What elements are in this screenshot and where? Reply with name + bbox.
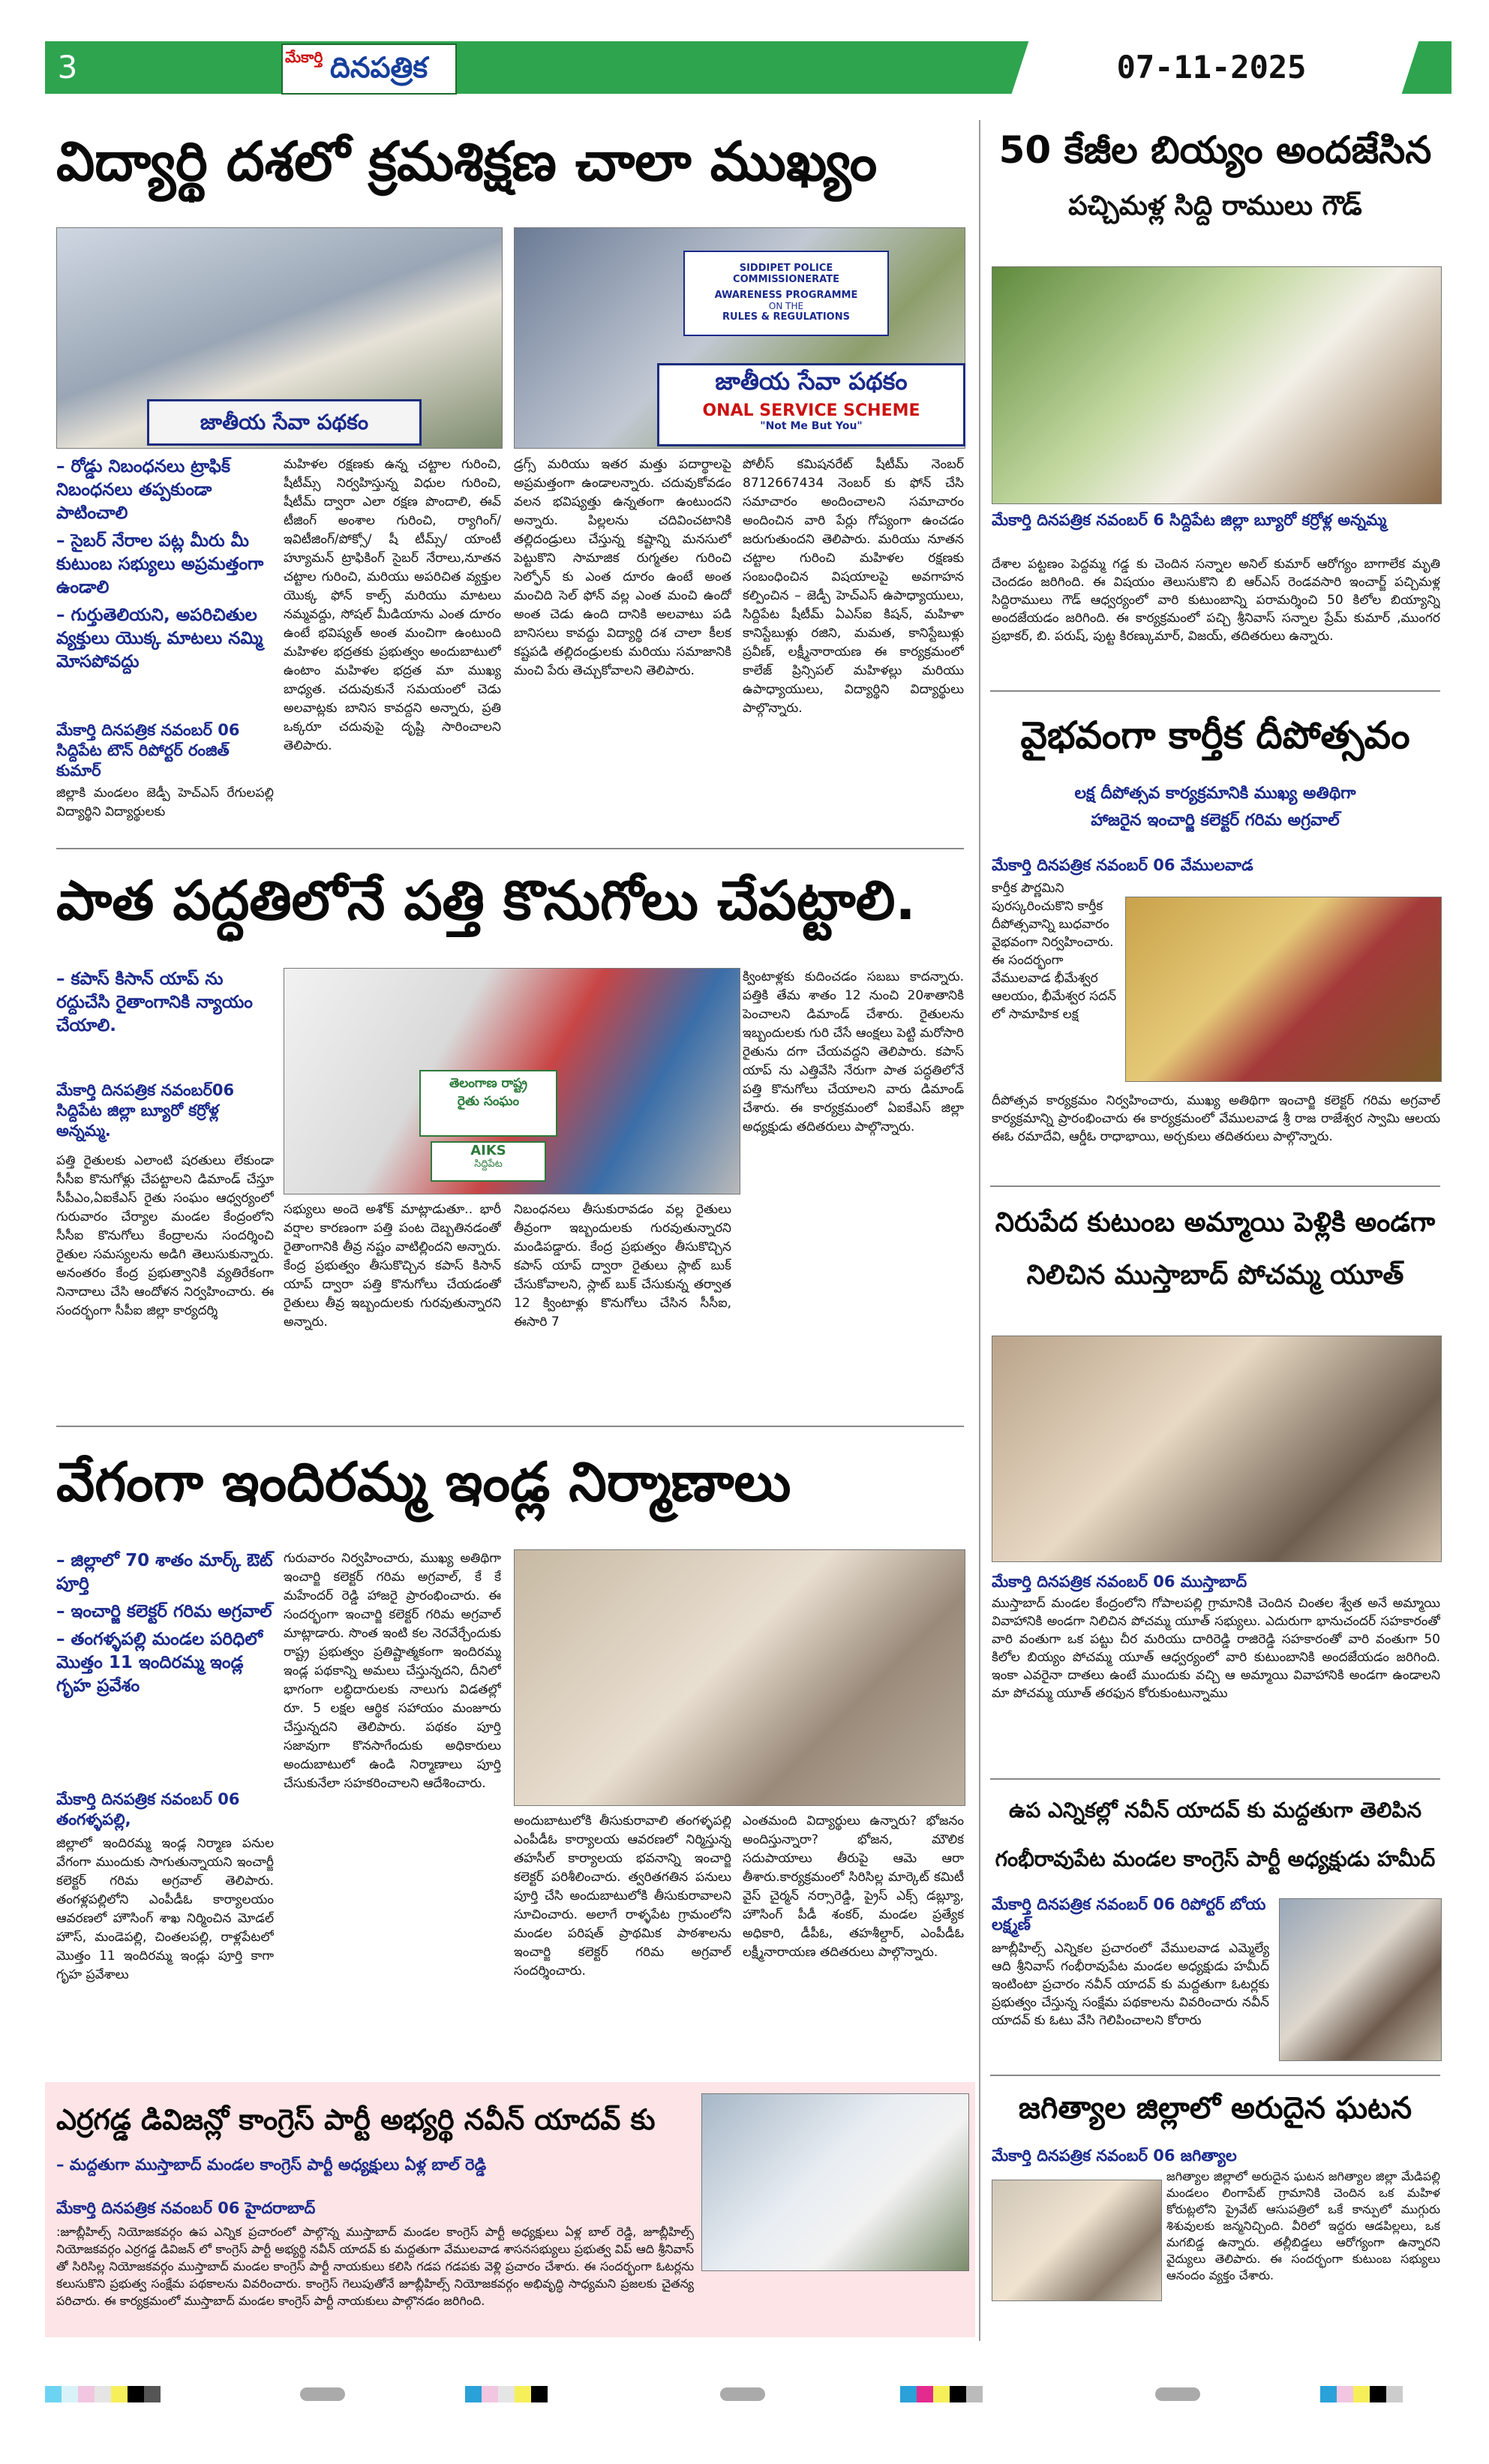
- article8-headline: ఎర్రగడ్డ డివిజన్లో కాంగ్రెస్ పార్టీ అభ్యర్థి నవీన్ యాదవ్ కు: [56, 2103, 656, 2136]
- article4-dateline: మేకార్తి దినపత్రిక నవంబర్06 సిద్దిపేట జిల్లా బ్యూరో కర్రోళ్ల అన్నమ్మ.: [56, 1081, 235, 1140]
- photo2-banner-sub2: ON THE: [768, 301, 804, 311]
- article1-col3: డ్రగ్స్ మరియు ఇతర మత్తు పదార్థాలపై అప్రమత్తంగా ఉండాలన్నారు. చదువుకోవడం వలన భవిష్యత్తు ఉన్నతంగా ఉంటుందని అన్నారు. పిల్లలను చదివించటానికి తల్లిదండ్రులు చేస్తున్న కష్టాన్ని మనసులో పెట్టుకొని సామాజిక రుగ్మతల గురించి సెల్ఫోన్ కు ఎంత దూరం ఉంటే అంత మంచిది సెల్ ఫోన్ వల్ల ఎంత మంచి ఉందో అంత చెడు ఉంది దానికి అలవాటు పడి బానిసలు కావద్దు విద్యార్థి దశ చాలా కీలక కష్టపడి తల్లిదండ్రులకు మరియు సమాజానికి మంచి పేరు తెచ్చుకోవాలని తెలిపారు.: [514, 457, 731, 678]
- section-divider-2: [56, 1426, 964, 1427]
- article3-body: దీపోత్సవ కార్యక్రమం నిర్వహించారు, ముఖ్య అతిథిగా ఇంచార్జి కలెక్టర్ గరిమ అగ్రవాల్ కార్యక్రమాన్ని ప్రారంభించారు ఈ కార్యక్రమంలో వేములవాడ శ్రీ రాజ రాజేశ్వర స్వామి ఆలయ ఈఓ రమాదేవి, ఆర్డీఓ రాధాభాయి, అర్చకులు తదితరులు పాల్గొన్నారు.: [992, 1093, 1440, 1144]
- section-divider-1: [56, 848, 964, 849]
- article1-bullets: [56, 455, 274, 678]
- article3-headline: వైభవంగా కార్తీక దీపోత్సవం: [1020, 714, 1410, 757]
- issue-date: 07-11-2025: [1116, 49, 1307, 86]
- article3-body-left: కార్తీక పౌర్ణమిని పురస్కరించుకొని కార్తీక దీపోత్సవాన్ని బుధవారం వైభవంగా నిర్వహించారు. ఈ సందర్భంగా వేములవాడ భీమేశ్వర ఆలయం, భీమేశ్వర సదన్ లో సామాహిక లక్ష: [992, 881, 1117, 1022]
- article1-bullet-3: – గుర్తుతెలియని, అపరిచితుల వ్యక్తులు యొక్క మాటలు నమ్మి మోసపోవద్దు: [56, 605, 263, 672]
- article2-dateline: మేకార్తి దినపత్రిక నవంబర్ 6 సిద్దిపేట జిల్లా బ్యూరో కర్రోళ్ల అన్నమ్మ: [992, 511, 1387, 529]
- color-registration-bar: [45, 2386, 1451, 2402]
- article7-body: జూబ్లీహిల్స్ ఎన్నికల ప్రచారంలో వేములవాడ ఎమ్మెల్యే ఆది శ్రీనివాస్ గంభీరావుపేట మండల అధ్యక్షుడు హమీద్ ఇంటింటా ప్రచారం నవీన్ యాదవ్ కు మద్దతుగా ఓటర్లకు ప్రభుత్వం చేస్తున్న సంక్షేమ పథకాలను వివరించారు నవీన్ యాదవ్ కు ఓటు వేసి గెలిపించాలని కోరారు: [992, 1941, 1269, 2028]
- article9-headline: జగిత్యాల జిల్లాలో అరుదైన ఘటన: [1018, 2091, 1412, 2126]
- photo2-nss-en: ONAL SERVICE SCHEME: [702, 401, 920, 420]
- article1-headline: విద్యార్థి దశలో క్రమశిక్షణ చాలా ముఖ్యం: [56, 130, 878, 193]
- article8-body: :జూబ్లీహిల్స్ నియోజకవర్గం ఉప ఎన్నిక ప్రచారంలో పాల్గొన్న ముస్తాబాద్ మండల కాంగ్రెస్ పార్టీ అధ్యక్షులు ఏళ్ల బాల్ రెడ్డి, జూబ్లీహిల్స్ నియోజకవర్గం ఎర్రగడ్డ డివిజన్ లో కాంగ్రెస్ పార్టీ అభ్యర్థి నవీన్ యాదవ్ కు మద్దతుగా వేములవాడ శాసనసభ్యులు ప్రభుత్వ విప్ ఆది శ్రీనివాస్ తో సిరిసిల్ల నియోజకవర్గం ముస్తాబాద్ మండల కాంగ్రెస్ పార్టీ నాయకులు కలిసి గడప గడపకు వెళ్లి ప్రచారం చేశారు. ఈ సందర్భంగా ఓటర్లను కలుసుకొని ప్రభుత్వ సంక్షేమ పథకాలను వివరించారు. కాంగ్రెస్ గెలుపుతోనే జూబ్లీహిల్స్ నియోజకవర్గం అభివృద్ధి సాధ్యమని ప్రజలకు చైతన్య పరిచారు. ఈ కార్యక్రమంలో ముస్తాబాద్ మండల కాంగ్రెస్ పార్టీ నాయకులు పాల్గొనడం జరిగింది.: [56, 2225, 694, 2308]
- photo2-banner-sub: AWARENESS PROGRAMME: [714, 290, 858, 301]
- article1-col2: మహిళల రక్షణకు ఉన్న చట్టాల గురించి, షీటీమ్స్ నిర్వహిస్తున్న విధుల గురించి, షీటీమ్ ద్వారా ఎలా రక్షణ పొందాలి, ఈవ్ టీజింగ్ అంశాల గురించి, ర్యాగింగ్/ఇవిటీజింగ్/పోక్సో/ షీ టీమ్స్/ యాంటీ హ్యూమన్ ట్రాఫికింగ్ సైబర్ నేరాలు,నూతన చట్టాల గురించి, మరియు అపరిచిత వ్యక్తుల యొక్క ఫోన్ కాల్స్ మరియు మాటలు నమ్మవద్దు, సోషల్ మీడియాను ఎంత దూరం ఉంటే భవిష్యత్ అంత మంచిగా ఉంటుంది మహిళల భద్రతకు ప్రభుత్వం అందుబాటులో ఉంటాం మహిళల భద్రత మా ముఖ్య బాధ్యత. చదువుకునే సమయంలో చెడు అలవాట్లకు బానిస కావద్దని అన్నారు, ప్రతి ఒక్కరూ చదువుపై దృష్టి సారించాలని తెలిపారు.: [284, 457, 501, 753]
- article4-bullet-1: – కపాస్ కిసాన్ యాప్ ను రద్దుచేసి రైతాంగానికి న్యాయం చేయాలి.: [56, 969, 253, 1035]
- article5-headline: నిరుపేద కుటుంబ అమ్మాయి పెళ్లికి అండగా: [995, 1207, 1436, 1238]
- article9-dateline: మేకార్తి దినపత్రిక నవంబర్ 06 జగిత్యాల: [992, 2147, 1237, 2165]
- article9-body: జగిత్యాల జిల్లాలో అరుదైన ఘటన జగిత్యాల జిల్లా మేడిపల్లి మండలం లింగాపేట్ గ్రామానికి చెందిన ఒక మహిళ కోరుట్లలోని ప్రైవేట్ ఆసుపత్రిలో ఒకే కాన్పులో ముగ్గురు శిశువులకు జన్మనిచ్చింది. వీరిలో ఇద్దరు ఆడపిల్లలు, ఒక మగబిడ్డ ఉన్నారు. తల్లీబిడ్డలు ఆరోగ్యంగా ఉన్నారని వైద్యులు తెలిపారు. ఈ సందర్భంగా కుటుంబ సభ్యులు ఆనందం వ్యక్తం చేశారు.: [1166, 2169, 1440, 2282]
- article4-col2: సభ్యులు అందె అశోక్ మాట్లాడుతూ.. భారీ వర్షాల కారణంగా పత్తి పంట దెబ్బతినడంతో రైతాంగానికి తీవ్ర నష్టం వాటిల్లిందని అన్నారు. కేంద్ర ప్రభుత్వం తీసుకొచ్చిన కపాస్ కిసాన్ యాప్ ద్వారా పత్తి కొనుగోలు చేయడంతో రైతులు తీవ్ర ఇబ్బందులకు గురవుతున్నారని అన్నారు.: [284, 1202, 501, 1330]
- article6-col4: ఎంతమంది విద్యార్థులు ఉన్నారు? భోజనం అందిస్తున్నారా? భోజన, మౌలిక సదుపాయాలు తీరుపై ఆమె ఆరా తీశారు.కార్యక్రమంలో సిరిసిల్ల మార్కెట్ కమిటీ వైస్ చైర్మన్ నర్సారెడ్డి, ప్రైస్ ఎక్స్ డబ్ల్యూ, హౌసింగ్ పీడీ శంకర్, మండల ప్రత్యేక అధికారి, డీపీఓ, తహశీల్దార్, ఎంపీడీఓ లక్ష్మీనారాయణ తదితరులు పాల్గొన్నారు.: [743, 1813, 964, 1960]
- article4-col1: పత్తి రైతులకు ఎలాంటి షరతులు లేకుండా సీసీఐ కొనుగోళ్లు చేపట్టాలని డిమాండ్ చేస్తూ సీపీఎం,ఏఐకేఎస్ రైతు సంఘం ఆధ్వర్యంలో గురువారం చేర్యాల మండల కేంద్రంలోని సీసీఐ కొనుగోలు కేంద్రాలను సందర్శించి రైతుల సమస్యలను అడిగి తెలుసుకున్నారు. అనంతరం కేంద్ర ప్రభుత్వానికి వ్యతిరేకంగా నినాదాలు చేసి ఆందోళన నిర్వహించారు. ఈ సందర్భంగా సీపీఐ జిల్లా కార్యదర్శి: [56, 1153, 274, 1318]
- article4-bullets: [56, 968, 274, 1042]
- article6-bullet-3: – తంగళ్ళపల్లి మండల పరిధిలో మొత్తం 11 ఇందిరమ్మ ఇండ్ల గృహ ప్రవేశం: [56, 1630, 263, 1696]
- section-divider-3: [990, 690, 1440, 692]
- column-divider: [979, 120, 980, 2341]
- article2-subheadline: పచ్చిమళ్ల సిద్ది రాములు గౌడ్: [1068, 191, 1362, 221]
- registration-marks: [45, 2386, 1451, 2402]
- article1-col1: జిల్లాకి మండలం జెడ్పీ హెచ్ఎస్ రేగులపల్లి విద్యార్థిని విద్యార్థులకు: [56, 786, 274, 819]
- article1-bullet-1: – రోడ్డు నిబంధనలు ట్రాఫిక్ నిబంధనలు తప్పకుండా పాటించాలి: [56, 457, 230, 523]
- section-divider-5: [990, 1778, 1440, 1780]
- article6-bullet-2: – ఇంచార్జి కలెక్టర్ గరిమ అగ్రవాల్: [56, 1602, 272, 1621]
- article4-photo: [284, 968, 740, 1194]
- photo2-banner-sub3: RULES & REGULATIONS: [722, 311, 850, 323]
- article7-dateline: మేకార్తి దినపత్రిక నవంబర్ 06 రిపోర్టర్ బోయ లక్ష్మణ్: [992, 1895, 1266, 1934]
- article5-body: ముస్తాబాద్ మండల కేంద్రంలోని గోపాలపల్లి గ్రామానికి చెందిన చింతల శ్వేత అనే అమ్మాయి వివాహానికి అండగా నిలిచిన పోచమ్మ యూత్ సభ్యులు. ఎదురుగా భానుచందర్ సహకారంతో వారి వంతుగా ఒక పట్టు చీర మరియు దారిరెడ్డి రాజిరెడ్డి సహకారంతో వారి వంతుగా 50 కిలోల బియ్యం పోచమ్మ యూత్ ఆధ్వర్యంలో వారి కుటుంబానికి అందజేయడం జరిగింది. ఇంకా ఎవరైనా దాతలు ఉంటే ముందుకు వచ్చి ఆ అమ్మాయి వివాహానికి అండగా ఉండాలని మా పోచమ్మ యూత్ తరఫున కోరుకుంటున్నాము: [992, 1596, 1440, 1701]
- photo1-banner: జాతీయ సేవా పథకం: [147, 399, 422, 446]
- article5-dateline: మేకార్తి దినపత్రిక నవంబర్ 06 ముస్తాబాద్: [992, 1573, 1247, 1591]
- article6-dateline: మేకార్తి దినపత్రిక నవంబర్ 06 తంగళ్ళపల్లి,: [56, 1790, 240, 1828]
- article4-col4: క్వింటాళ్లకు కుదించడం సబబు కాదన్నారు. పత్తికి తేమ శాతం 12 నుంచి 20శాతానికి పెంచాలని డిమాండ్ చేశారు. రైతులను ఇబ్బందులకు గురి చేసే ఆంక్షలు పెట్టి మరోసారి రైతును దగా చేయవద్దని తెలిపారు. కపాస్ యాప్ ను ఎత్తివేసి నేరుగా పాత పద్ధతిలోనే పత్తి కొనుగోలు చేయాలని వారు డిమాండ్ చేశారు. ఈ కార్యక్రమంలో ఏఐకేఎస్ జిల్లా అధ్యక్షుడు తదితరులు పాల్గొన్నారు.: [743, 969, 964, 1134]
- photo2-banner-title: SIDDIPET POLICE COMMISSIONERATE: [733, 263, 839, 285]
- article4-aiks-board: [431, 1141, 546, 1182]
- article3-dateline: మేకార్తి దినపత్రిక నవంబర్ 06 వేములవాడ: [992, 856, 1253, 874]
- article7-subheadline: గంభీరావుపేట మండల కాంగ్రెస్ పార్టీ అధ్యక్షుడు హమీద్: [995, 1846, 1436, 1871]
- paper-logo-prefix: మేకార్తి: [285, 48, 323, 66]
- photo2-banner-board: [683, 251, 889, 336]
- section-divider-6: [990, 2075, 1440, 2076]
- article6-col2: గురువారం నిర్వహించారు, ముఖ్య అతిథిగా ఇంచార్జి కలెక్టర్ గరిమ అగ్రవాల్, కే కే మహేందర్ రెడ్డి హాజరై ప్రారంభించారు. ఈ సందర్భంగా ఇంచార్జి కలెక్టర్ గరిమ అగ్రవాల్ మాట్లాడారు. సొంత ఇంటి కల నెరవేర్చేందుకు రాష్ట్ర ప్రభుత్వం ప్రతిష్టాత్మకంగా ఇందిరమ్మ ఇండ్ల పథకాన్ని అమలు చేస్తున్నదని, దీనిలో భాగంగా లబ్ధిదారులకు నాలుగు విడతల్లో రూ. 5 లక్షల ఆర్థిక సహాయం మంజూరు చేస్తున్నదని తెలిపారు. పథకం పూర్తి సజావుగా కొనసాగేందుకు అధికారులు అందుబాటులో ఉండి నిర్మాణాలు పూర్తి చేసుకునేలా సహకరించాలని ఆదేశించారు.: [284, 1551, 501, 1791]
- article6-col3: అందుబాటులోకి తీసుకురావాలి తంగళ్ళపల్లి ఎంపీడీఓ కార్యాలయ ఆవరణలో నిర్మిస్తున్న తహసీల్ కార్యాలయ భవనాన్ని ఇంచార్జి కలెక్టర్ పరిశీలించారు. త్వరితగతిన పనులు పూర్తి చేసి అందుబాటులోకి తీసుకురావాలని సూచించారు. అలాగే రాళ్ళపేట గ్రామంలోని మండల పరిషత్ ప్రాథమిక పాఠశాలను ఇంచార్జి కలెక్టర్ గరిమ అగ్రవాల్ సందర్శించారు.: [514, 1813, 731, 1979]
- article8-dateline: మేకార్తి దినపత్రిక నవంబర్ 06 హైదరాబాద్: [56, 2199, 316, 2217]
- article3-subheadline2: హాజరైన ఇంచార్జి కలెక్టర్ గరిమ అగ్రవాల్: [1091, 811, 1340, 830]
- article5-photo: [992, 1336, 1442, 1562]
- article2-body: దేశాల పట్టణం పెద్దమ్మ గడ్డ కు చెందిన సన్నాల అనిల్ కుమార్ ఆరోగ్యం బాగాలేక మృతి చెందడం జరిగింది. ఈ విషయం తెలుసుకొని బి ఆర్ఎస్ రెండవసారి ఇంచార్జ్ పచ్చిమళ్ల సిద్దిరాములు గౌడ్ ఆధ్వర్యంలో వారి కుటుంబాన్ని పరామర్శించి 50 కిలోల బియ్యాన్ని అందజేయడం జరిగింది. ఈ కార్యక్రమంలో పచ్చి శ్రీనివాస్ సన్నాల ప్రేమ్ కుమార్ ,ముంగర ప్రభాకర్, బి. పరుష్, పుట్ట కిరణ్కుమార్, విజయ్, తదితరులు ఉన్నారు.: [992, 557, 1440, 644]
- article8-photo: [701, 2093, 969, 2271]
- article6-bullet-1: – జిల్లాలో 70 శాతం మార్క్ ఔట్ పూర్తి: [56, 1551, 273, 1594]
- article2-headline: 50 కేజీల బియ్యం అందజేసిన: [998, 128, 1432, 172]
- photo2-nss-title: జాతీయ సేవా పథకం: [715, 367, 908, 395]
- article4-photo-banner: [419, 1070, 557, 1137]
- paper-logo-name: దినపత్రిక: [330, 51, 428, 84]
- article6-headline: వేగంగా ఇందిరమ్మ ఇండ్ల నిర్మాణాలు: [56, 1450, 791, 1513]
- article6-photo: [514, 1549, 965, 1806]
- article4-banner-aiks: AIKS: [470, 1143, 506, 1158]
- article6-col1: జిల్లాలో ఇందిరమ్మ ఇండ్ల నిర్మాణ పనుల వేగంగా ముందుకు సాగుతున్నాయని ఇంచార్జీ కలెక్టర్ గరిమ అగ్రవాల్ తెలిపారు. తంగళ్లపల్లిలోని ఎంపీడీఓ కార్యాలయం ఆవరణలో హౌసింగ్ శాఖ నిర్మించిన మోడల్ హౌస్, మండెపల్లి, చింతలపల్లి, రాళ్లపేటలో మొత్తం 11 ఇందిరమ్మ ఇండ్లు పూర్తి కాగా గృహ ప్రవేశాలు: [56, 1836, 274, 1982]
- article4-col3: నిబంధనలు తీసుకురావడం వల్ల రైతులు తీవ్రంగా ఇబ్బందులకు గురవుతున్నారని మండిపడ్డారు. కేంద్ర ప్రభుత్వం తీసుకొచ్చిన కపాస్ యాప్ ద్వారా రైతులు స్లాట్ బుక్ చేసుకోవాలని, స్లాట్ బుక్ చేసుకున్న తర్వాత 12 క్వింటాళ్లు కొనుగోలు చేసిన సీసీఐ, ఈసారి 7: [514, 1202, 731, 1330]
- article7-photo: [1279, 1898, 1442, 2061]
- article8-bullet: – మద్దతుగా ముస్తాబాద్ మండల కాంగ్రెస్ పార్టీ అధ్యక్షులు ఏళ్ల బాల్ రెడ్డి: [56, 2156, 487, 2174]
- article9-photo: [992, 2180, 1162, 2301]
- page-number: 3: [57, 49, 78, 86]
- photo2-nss-banner: [657, 363, 965, 446]
- article4-banner-line2: రైతు సంఘం: [457, 1094, 520, 1109]
- photo2-nss-motto: "Not Me But You": [760, 420, 863, 432]
- article1-dateline: మేకార్తి దినపత్రిక నవంబర్ 06 సిద్దిపేట టౌన్ రిపోర్టర్ రంజిత్ కుమార్: [56, 721, 240, 780]
- article1-bullet-2: – సైబర్ నేరాల పట్ల మీరు మీ కుటుంబ సభ్యులు అప్రమత్తంగా ఉండాలి: [56, 531, 264, 597]
- article7-headline: ఉప ఎన్నికల్లో నవీన్ యాదవ్ కు మద్దతుగా తెలిపిన: [1008, 1798, 1421, 1822]
- article4-headline: పాత పద్ధతిలోనే పత్తి కొనుగోలు చేపట్టాలి.: [56, 869, 916, 932]
- article6-bullets: [56, 1549, 274, 1702]
- article4-banner-line1: తెలంగాణ రాష్ట్ర: [449, 1076, 527, 1091]
- article3-photo: [1125, 897, 1442, 1082]
- article1-photo2: [514, 227, 965, 449]
- article5-subheadline: నిలిచిన ముస్తాబాద్ పోచమ్మ యూత్: [1026, 1260, 1404, 1291]
- section-divider-4: [990, 1185, 1440, 1187]
- article1-photo1: [56, 227, 503, 449]
- article1-col4: పోలీస్ కమిషనరేట్ షీటీమ్ నెంబర్ 8712667434 నెంబర్ కు ఫోన్ చేసి సమాచారం అందించాలని సమాచారం అందించిన వారి పేర్లు గోప్యంగా ఉంచడం జరుగుతుందని తెలిపారు. మరియు నూతన చట్టాల గురించి మహిళల రక్షణకు సంబంధించిన విషయాలపై అవగాహన కల్పించిన – జెడ్పీ హెచ్ఎస్ ఉపాధ్యాయులు, సిద్దిపేట షీటీమ్ ఏఎస్ఐ కిషన్, మహిళా కానిస్టేబుళ్లు రజిని, మమత, కానిస్టేబుళ్లు ప్రవీణ్, లక్ష్మీనారాయణ ఈ కార్యక్రమంలో కాలేజ్ ప్రిన్సిపల్ మహిళల్లు మరియు ఉపాధ్యాయులు, విద్యార్థిని విద్యార్థులు పాల్గొన్నారు.: [743, 457, 964, 716]
- article2-photo: [992, 266, 1442, 504]
- article4-banner-place: సిద్దిపేట: [474, 1158, 503, 1170]
- article3-subheadline1: లక్ష దీపోత్సవ కార్యక్రమానికి ముఖ్య అతిథిగా: [1074, 784, 1356, 803]
